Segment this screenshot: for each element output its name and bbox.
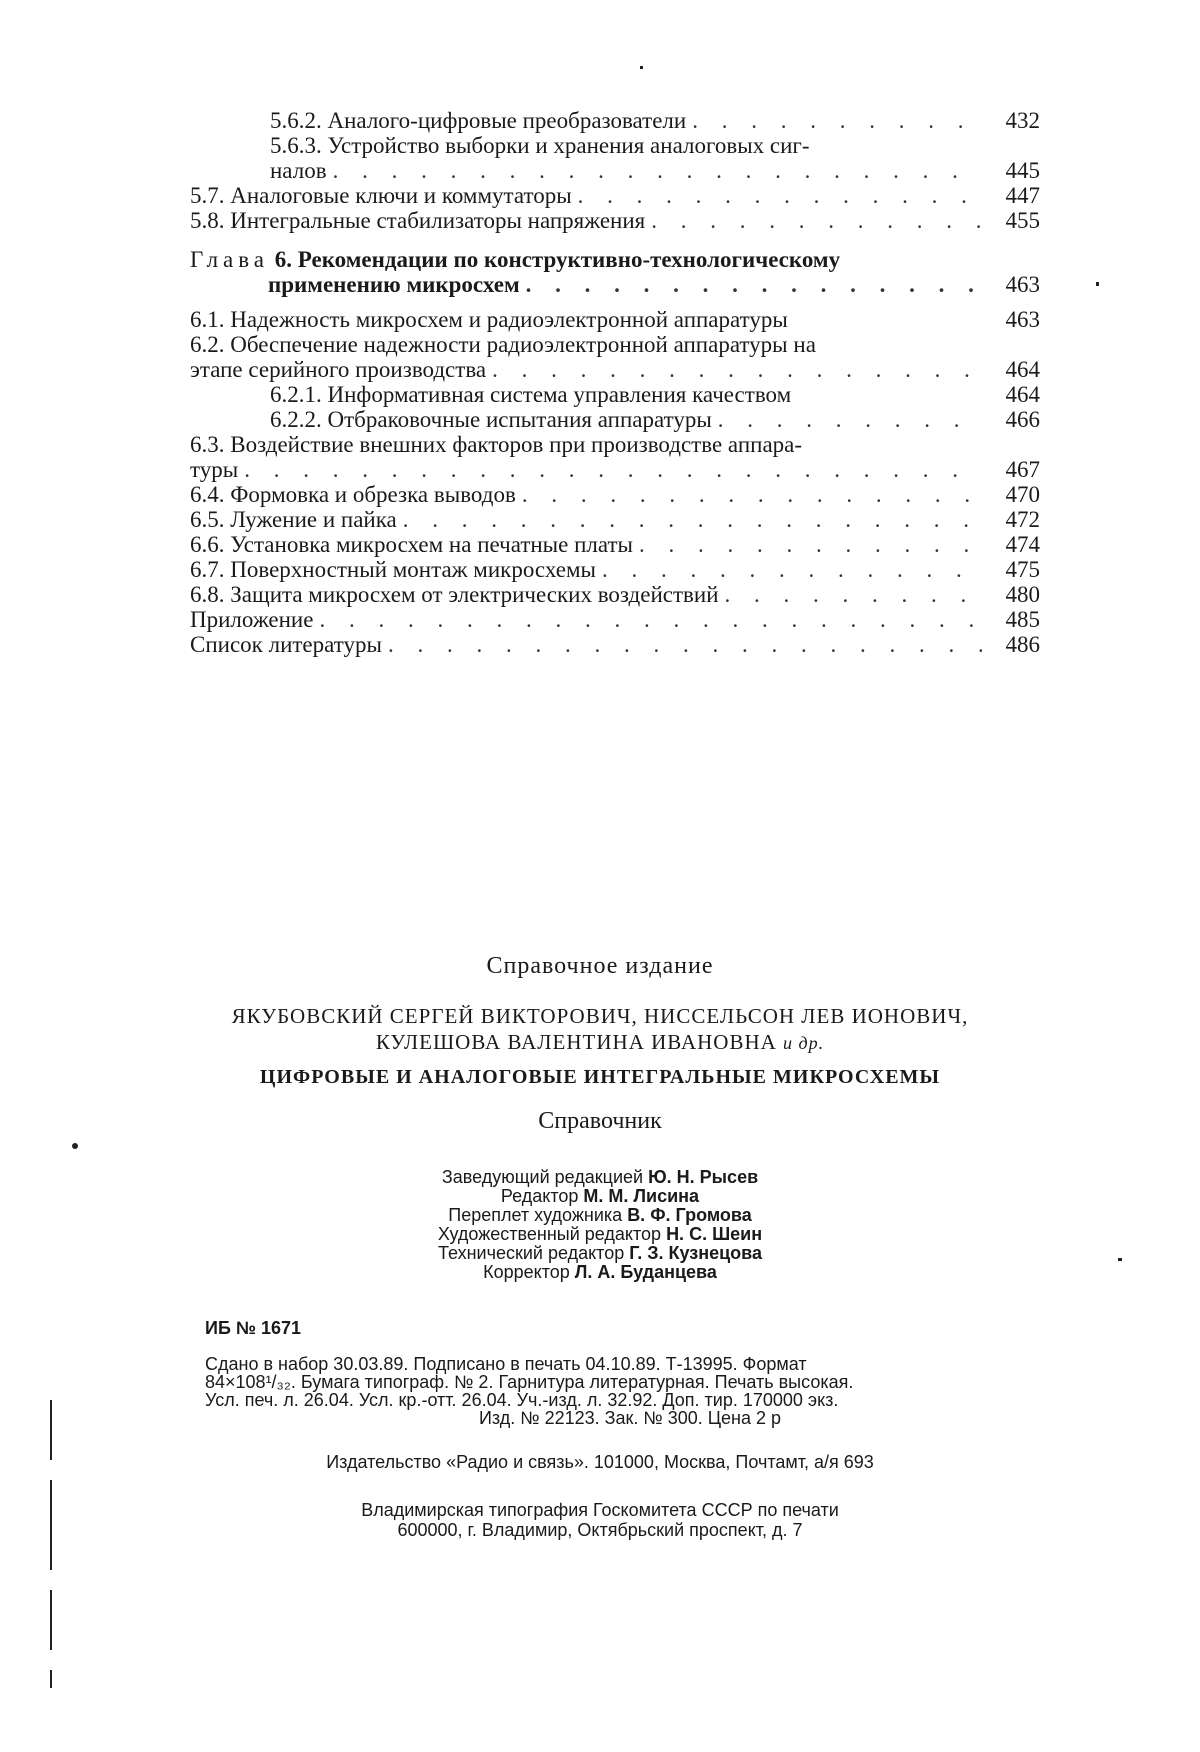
scan-speck: [640, 66, 643, 69]
printer-line-1: Владимирская типография Госкомитета СССР по печати: [361, 1500, 839, 1520]
staff-row: Заведующий редакцией Ю. Н. Рысев: [441, 1167, 759, 1187]
toc-leader-dots: [244, 457, 982, 482]
toc-entry: [190, 582, 1040, 607]
toc-entry-page: 464: [1005, 382, 1040, 407]
toc-entry-page: 463: [1005, 272, 1040, 297]
toc-leader-dots: [319, 607, 982, 632]
toc-entry-title: 6.1. Надежность микросхем и радиоэлектронной аппаратуры: [190, 307, 788, 332]
toc-entry: [190, 607, 1040, 632]
editorial-staff: [0, 1168, 1200, 1282]
scan-edge-line: [50, 1480, 52, 1570]
toc-entry-title: 6.2.1. Информативная система управления качеством: [270, 382, 792, 407]
chapter-label: Глава: [190, 247, 270, 272]
toc-leader-dots: [692, 108, 982, 133]
authors: [0, 1003, 1200, 1056]
toc-entry: [190, 557, 1040, 582]
scan-speck: [1096, 282, 1099, 286]
toc-leader-dots: [492, 357, 982, 382]
toc-entry-continuation: [190, 357, 1040, 382]
toc-entry-title: 5.8. Интегральные стабилизаторы напряжения: [190, 208, 646, 233]
toc-entry-title: Список литературы: [190, 632, 382, 657]
scan-speck: [1118, 1258, 1122, 1261]
toc-entry: [190, 632, 1040, 657]
toc-entry-title: 5.7. Аналоговые ключи и коммутаторы: [190, 183, 572, 208]
toc-entry-title-cont: этапе серийного производства: [190, 357, 487, 382]
toc-entry-title: 6.4. Формовка и обрезка выводов: [190, 482, 516, 507]
toc-chapter-heading: [190, 247, 1040, 272]
toc-leader-dots: [403, 507, 982, 532]
imprint-line: Сдано в набор 30.03.89. Подписано в печать 04.10.89. Т-13995. Формат: [205, 1354, 807, 1374]
toc-entry-title: 6.8. Защита микросхем от электрических воздействий: [190, 582, 719, 607]
toc-entry-page: 485: [1005, 607, 1040, 632]
imprint-details: [205, 1355, 1055, 1427]
toc-entry-continuation: [190, 457, 1040, 482]
toc-entry: [190, 532, 1040, 557]
toc-entry-title-cont: туры: [190, 457, 239, 482]
chapter-title: 6. Рекомендации по конструктивно-технологическому: [274, 247, 841, 272]
toc-entry: [190, 208, 1040, 233]
imprint-line: 84×108¹/₃₂. Бумага типограф. № 2. Гарнитура литературная. Печать высокая.: [205, 1372, 854, 1392]
toc-entry-page: 475: [1005, 557, 1040, 582]
toc-entry: [190, 507, 1040, 532]
printer: [0, 1500, 1200, 1540]
toc-entry-page: 467: [1005, 457, 1040, 482]
toc-entry: [190, 108, 1040, 133]
toc-leader-dots: [333, 158, 982, 183]
authors-etal: и др.: [783, 1033, 825, 1053]
toc-entry-page: 447: [1005, 183, 1040, 208]
toc-entry-page: 474: [1005, 532, 1040, 557]
toc-leader-dots: [639, 532, 982, 557]
toc-entry-title: 6.3. Воздействие внешних факторов при производстве аппара-: [190, 432, 803, 457]
toc-entry-title: Приложение: [190, 607, 314, 632]
scan-edge-line: [50, 1400, 52, 1460]
book-title: ЦИФРОВЫЕ И АНАЛОГОВЫЕ ИНТЕГРАЛЬНЫЕ МИКРОСХЕМЫ: [259, 1066, 941, 1088]
toc-leader-dots: [718, 407, 982, 432]
toc-entry-title-cont: налов: [270, 158, 327, 183]
toc-entry-title: 6.2. Обеспечение надежности радиоэлектронной аппаратуры на: [190, 332, 816, 357]
toc-leader-dots: [522, 482, 982, 507]
toc-entry-page: 432: [1005, 108, 1040, 133]
toc-entry-page: 445: [1005, 158, 1040, 183]
toc-entry: [190, 382, 1040, 407]
publisher: Издательство «Радио и связь». 101000, Москва, Почтамт, а/я 693: [326, 1452, 874, 1472]
toc-entry: [190, 307, 1040, 332]
toc-leader-dots: [725, 582, 982, 607]
staff-row: Редактор М. М. Лисина: [500, 1186, 700, 1206]
toc-entry-page: 466: [1005, 407, 1040, 432]
imprint-line: Усл. печ. л. 26.04. Усл. кр.-отт. 26.04. Уч.-изд. л. 32.92. Доп. тир. 170000 экз.: [205, 1390, 839, 1410]
toc-entry-page: 480: [1005, 582, 1040, 607]
table-of-contents: [190, 108, 1040, 657]
toc-entry-title: 6.7. Поверхностный монтаж микросхемы: [190, 557, 596, 582]
staff-row: Корректор Л. А. Буданцева: [483, 1262, 717, 1282]
scan-edge-line: [50, 1670, 52, 1688]
staff-row: Художественный редактор Н. С. Шеин: [437, 1224, 763, 1244]
toc-leader-dots: [602, 557, 982, 582]
book-subtitle: Справочник: [538, 1108, 662, 1134]
toc-entry: [190, 407, 1040, 432]
staff-row: Технический редактор Г. З. Кузнецова: [438, 1243, 762, 1263]
toc-entry-page: 472: [1005, 507, 1040, 532]
toc-leader-dots: [388, 632, 982, 657]
chapter-title-cont: применению микросхем: [268, 272, 520, 297]
toc-entry: [190, 482, 1040, 507]
imprint-line: Изд. № 22123. Зак. № 300. Цена 2 р: [478, 1408, 782, 1428]
toc-leader-dots: [651, 208, 982, 233]
toc-entry-page: 463: [1005, 307, 1040, 332]
printer-line-2: 600000, г. Владимир, Октябрьский проспект, д. 7: [397, 1520, 803, 1540]
toc-entry-page: 486: [1005, 632, 1040, 657]
toc-entry-page: 470: [1005, 482, 1040, 507]
toc-entry-title: 5.6.2. Аналого-цифровые преобразователи: [270, 108, 687, 133]
ib-number: ИБ № 1671: [205, 1318, 301, 1338]
toc-entry-page: 464: [1005, 357, 1040, 382]
toc-leader-dots: [526, 272, 982, 297]
toc-entry-title: 5.6.3. Устройство выборки и хранения аналоговых сиг-: [270, 133, 810, 158]
authors-line-2: КУЛЕШОВА ВАЛЕНТИНА ИВАНОВНА: [375, 1030, 777, 1054]
toc-entry-title: 6.6. Установка микросхем на печатные платы: [190, 532, 633, 557]
authors-line-1: ЯКУБОВСКИЙ СЕРГЕЙ ВИКТОРОВИЧ, НИССЕЛЬСОН ЛЕВ ИОНОВИЧ,: [231, 1004, 969, 1028]
toc-entry: [190, 432, 1040, 457]
toc-entry: [190, 183, 1040, 208]
scan-speck: [72, 1143, 78, 1149]
toc-chapter-continuation: [190, 272, 1040, 297]
scan-edge-line: [50, 1590, 52, 1650]
toc-entry-title: 6.2.2. Отбраковочные испытания аппаратуры: [270, 407, 712, 432]
toc-entry-continuation: [190, 158, 1040, 183]
edition-type: Справочное издание: [486, 953, 714, 979]
toc-entry-page: 455: [1005, 208, 1040, 233]
staff-row: Переплет художника В. Ф. Громова: [448, 1205, 752, 1225]
toc-entry: [190, 133, 1040, 158]
toc-entry: [190, 332, 1040, 357]
toc-entry-title: 6.5. Лужение и пайка: [190, 507, 397, 532]
toc-leader-dots: [578, 183, 982, 208]
